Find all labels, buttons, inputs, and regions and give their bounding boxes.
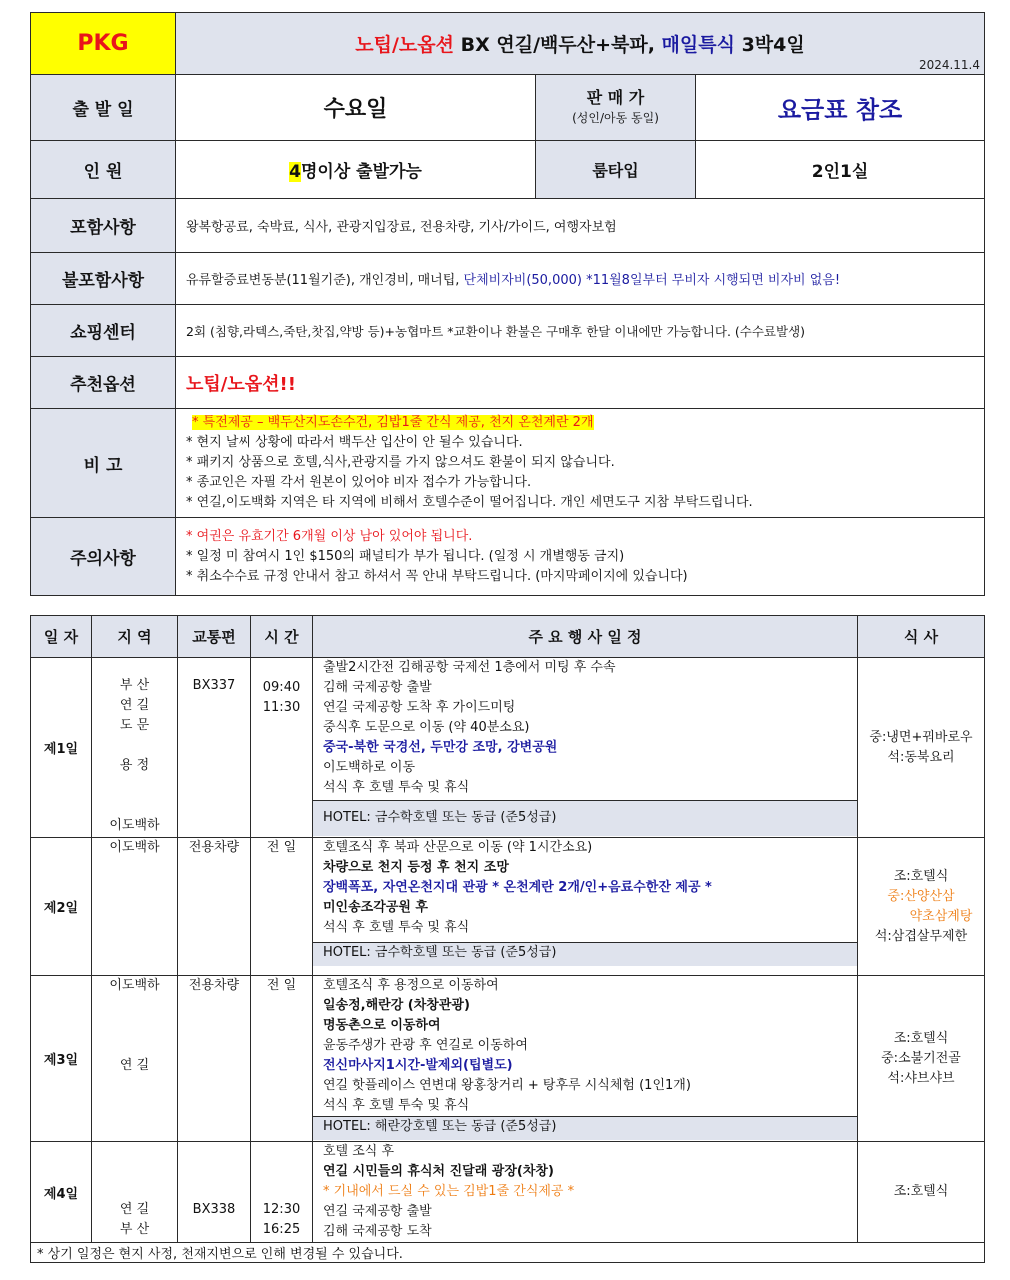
meal-item: 중:냉면+꿔바로우	[869, 729, 973, 745]
schedule-line: 윤동주생가 관광 후 연길로 이동하여	[323, 1038, 528, 1053]
footer-row	[31, 1243, 985, 1263]
notes-item: * 종교인은 자필 각서 원본이 있어야 비자 접수가 가능합니다.	[186, 475, 532, 490]
day-1-label: 제1일	[31, 658, 92, 838]
day-1-transport	[178, 658, 251, 838]
day-4-regions	[92, 1142, 178, 1243]
notes-label: 비 고	[31, 409, 176, 518]
document-date: 2024.11.4	[918, 58, 981, 72]
day-3-regions	[92, 976, 178, 1142]
schedule-line: 김해 국제공항 출발	[323, 680, 432, 695]
transport: 전용차량	[188, 978, 240, 993]
region: 이도백하	[109, 818, 160, 833]
notes-item: * 특전제공 – 백두산지도손수건, 김밥1줄 간식 제공, 천지 온천계란 2개	[192, 415, 594, 430]
day-2-regions	[92, 838, 178, 976]
excluded-text: 유류할증료변동분(11월기준), 개인경비, 매너팁,	[186, 273, 464, 288]
package-info-table	[30, 12, 985, 596]
price-label-text: 판 매 가	[586, 87, 645, 107]
region: 이도백하	[109, 840, 160, 855]
region: 연 길	[119, 1202, 150, 1217]
day-2-schedule	[313, 838, 858, 976]
schedule-line: 김해 국제공항 도착	[323, 1224, 432, 1239]
excluded-label: 불포함사항	[31, 253, 176, 305]
option-value: 노팁/노옵션!!	[176, 357, 985, 409]
region: 도 문	[119, 718, 150, 733]
title-route: BX 연길/백두산+북파,	[454, 34, 662, 56]
caution-list	[176, 518, 985, 596]
included-value: 왕복항공료, 숙박료, 식사, 관광지입장료, 전용차량, 기사/가이드, 여행자보험	[176, 199, 985, 253]
schedule-line: 연길 핫플레이스 연변대 왕홍창거리 + 탕후루 시식체험 (1인1개)	[323, 1078, 691, 1093]
people-value	[176, 141, 536, 199]
caution-item: * 일정 미 참여시 1인 $150의 패널티가 부가 됩니다. (일정 시 개별행동 금지)	[186, 548, 625, 564]
hotel-info: HOTEL: 금수학호텔 또는 동급 (준5성급)	[313, 800, 857, 836]
time: 전 일	[266, 840, 297, 855]
schedule-line: 이도백하로 이동	[323, 760, 416, 775]
time: 12:30	[262, 1202, 301, 1217]
day-2-transport	[178, 838, 251, 976]
itinerary-header-row	[31, 616, 985, 658]
excluded-value	[176, 253, 985, 305]
people-value-text: 명이상 출발가능	[300, 162, 422, 182]
time: 09:40	[262, 680, 301, 695]
day-3-times	[251, 976, 313, 1142]
day-3-meals	[858, 976, 985, 1142]
meal-item: 중:산양산삼	[887, 888, 955, 904]
schedule-line: 일송정,해란강 (차창관광)	[323, 998, 470, 1013]
region: 부 산	[119, 678, 150, 693]
included-label: 포함사항	[31, 199, 176, 253]
flight-number: BX337	[192, 678, 236, 693]
excluded-visa-note: 단체비자비(50,000) *11월8일부터 무비자 시행되면 비자비 없음!	[463, 273, 841, 288]
schedule-line: 호텔 조식 후	[323, 1144, 395, 1159]
flight-number: BX338	[192, 1202, 236, 1217]
schedule-line: 미인송조각공원 후	[323, 900, 428, 915]
region: 용 정	[119, 758, 150, 773]
header-time: 시 간	[251, 616, 313, 658]
schedule-line: 중국-북한 국경선, 두만강 조망, 강변공원	[323, 740, 558, 755]
notes-list	[176, 409, 985, 518]
meal-item: 석:삼겹살무제한	[874, 928, 968, 944]
schedule-line: 호텔조식 후 북파 산문으로 이동 (약 1시간소요)	[323, 840, 593, 855]
departure-value: 수요일	[176, 75, 536, 141]
day-1-meals	[858, 658, 985, 838]
day-2-meals	[858, 838, 985, 976]
region: 연 길	[119, 698, 150, 713]
option-label: 추천옵션	[31, 357, 176, 409]
notes-item: * 패키지 상품으로 호텔,식사,관광지를 가지 않으셔도 환불이 되지 않습니다.	[186, 455, 615, 470]
hotel-info: HOTEL: 금수학호텔 또는 동급 (준5성급)	[313, 942, 857, 966]
header-transport: 교통편	[178, 616, 251, 658]
transport: 전용차량	[188, 840, 240, 855]
price-label-sub: (성인/아동 동일)	[572, 110, 659, 125]
schedule-line: 호텔조식 후 용정으로 이동하여	[323, 978, 499, 993]
schedule-line: 연길 국제공항 도착 후 가이드미팅	[323, 700, 516, 715]
day-3-label: 제3일	[31, 976, 92, 1142]
schedule-line: 석식 후 호텔 투숙 및 휴식	[323, 920, 470, 935]
meal-item: 석:동북요리	[887, 749, 955, 765]
departure-label: 출 발 일	[31, 75, 176, 141]
region: 이도백하	[109, 978, 160, 993]
day-2-label: 제2일	[31, 838, 92, 976]
room-label: 룸타입	[536, 141, 696, 199]
notes-item: * 연길,이도백화 지역은 타 지역에 비해서 호텔수준이 떨어집니다. 개인 세면도구 지참 부탁드립니다.	[186, 495, 753, 510]
header-date: 일 자	[31, 616, 92, 658]
header-meal: 식 사	[858, 616, 985, 658]
people-min-count: 4	[289, 162, 301, 182]
caution-label: 주의사항	[31, 518, 176, 596]
day-1-times	[251, 658, 313, 838]
day-4-times	[251, 1142, 313, 1243]
schedule-line: 전신마사지1시간-발제외(팁별도)	[323, 1058, 513, 1073]
meal-item: 조:호텔식	[893, 868, 949, 884]
region: 부 산	[119, 1222, 150, 1237]
title-notip: 노팁/노옵션	[355, 34, 454, 56]
day-4-transport	[178, 1142, 251, 1243]
schedule-line: * 기내에서 드실 수 있는 김밥1줄 간식제공 *	[323, 1184, 575, 1199]
table-row	[31, 838, 985, 976]
day-4-schedule	[313, 1142, 858, 1243]
people-label: 인 원	[31, 141, 176, 199]
time: 전 일	[266, 978, 297, 993]
day-3-schedule	[313, 976, 858, 1142]
table-row	[31, 658, 985, 838]
schedule-line: 차량으로 천지 등정 후 천지 조망	[323, 860, 509, 875]
caution-item: * 여권은 유효기간 6개월 이상 남아 있어야 됩니다.	[186, 528, 473, 544]
meal-item: 석:샤브샤브	[887, 1070, 955, 1086]
title-special-meal: 매일특식	[661, 34, 735, 56]
room-value: 2인1실	[696, 141, 985, 199]
day-1-regions	[92, 658, 178, 838]
schedule-line: 중식후 도문으로 이동 (약 40분소요)	[323, 720, 530, 735]
meal-item: 중:소불기전골	[881, 1050, 961, 1066]
region: 연 길	[119, 1058, 150, 1073]
shopping-label: 쇼핑센터	[31, 305, 176, 357]
day-1-schedule	[313, 658, 858, 838]
schedule-line: 출발2시간전 김해공항 국제선 1층에서 미팅 후 수속	[323, 660, 616, 675]
table-row	[31, 1142, 985, 1243]
meal-item: 약초삼계탕	[909, 908, 973, 924]
meal-item: 조:호텔식	[893, 1030, 949, 1046]
schedule-line: 연길 국제공항 출발	[323, 1204, 432, 1219]
package-title	[176, 13, 985, 75]
header-schedule: 주 요 행 사 일 정	[313, 616, 858, 658]
schedule-line: 연길 시민들의 휴식처 진달래 광장(차창)	[323, 1164, 554, 1179]
price-label	[536, 75, 696, 141]
title-duration: 3박4일	[734, 34, 805, 56]
time: 16:25	[262, 1222, 301, 1237]
time: 11:30	[262, 700, 301, 715]
schedule-line: 명동촌으로 이동하여	[323, 1018, 441, 1033]
itinerary-footer-note: * 상기 일정은 현지 사정, 천재지변으로 인해 변경될 수 있습니다.	[31, 1243, 985, 1263]
schedule-line: 장백폭포, 자연온천지대 관광 * 온천계란 2개/인+음료수한잔 제공 *	[323, 880, 712, 895]
meal-item: 조:호텔식	[893, 1184, 949, 1199]
schedule-line: 석식 후 호텔 투숙 및 휴식	[323, 780, 470, 795]
price-value: 요금표 참조	[696, 75, 985, 141]
shopping-value: 2회 (침향,라텍스,죽탄,찻집,약방 등)+농협마트 *교환이나 환불은 구매후 한달 이내에만 가능합니다. (수수료발생)	[176, 305, 985, 357]
schedule-line: 석식 후 호텔 투숙 및 휴식	[323, 1098, 470, 1113]
day-4-meals	[858, 1142, 985, 1243]
hotel-info: HOTEL: 해란강호텔 또는 동급 (준5성급)	[313, 1116, 857, 1140]
notes-item: * 현지 날씨 상황에 따라서 백두산 입산이 안 될수 있습니다.	[186, 435, 523, 450]
caution-item: * 취소수수료 규정 안내서 참고 하셔서 꼭 안내 부탁드립니다. (마지막페이지에 있습니다)	[186, 568, 688, 584]
day-3-transport	[178, 976, 251, 1142]
header-region: 지 역	[92, 616, 178, 658]
itinerary-table	[30, 615, 985, 1263]
pkg-label: PKG	[31, 13, 176, 75]
table-row	[31, 976, 985, 1142]
day-2-times	[251, 838, 313, 976]
day-4-label: 제4일	[31, 1142, 92, 1243]
